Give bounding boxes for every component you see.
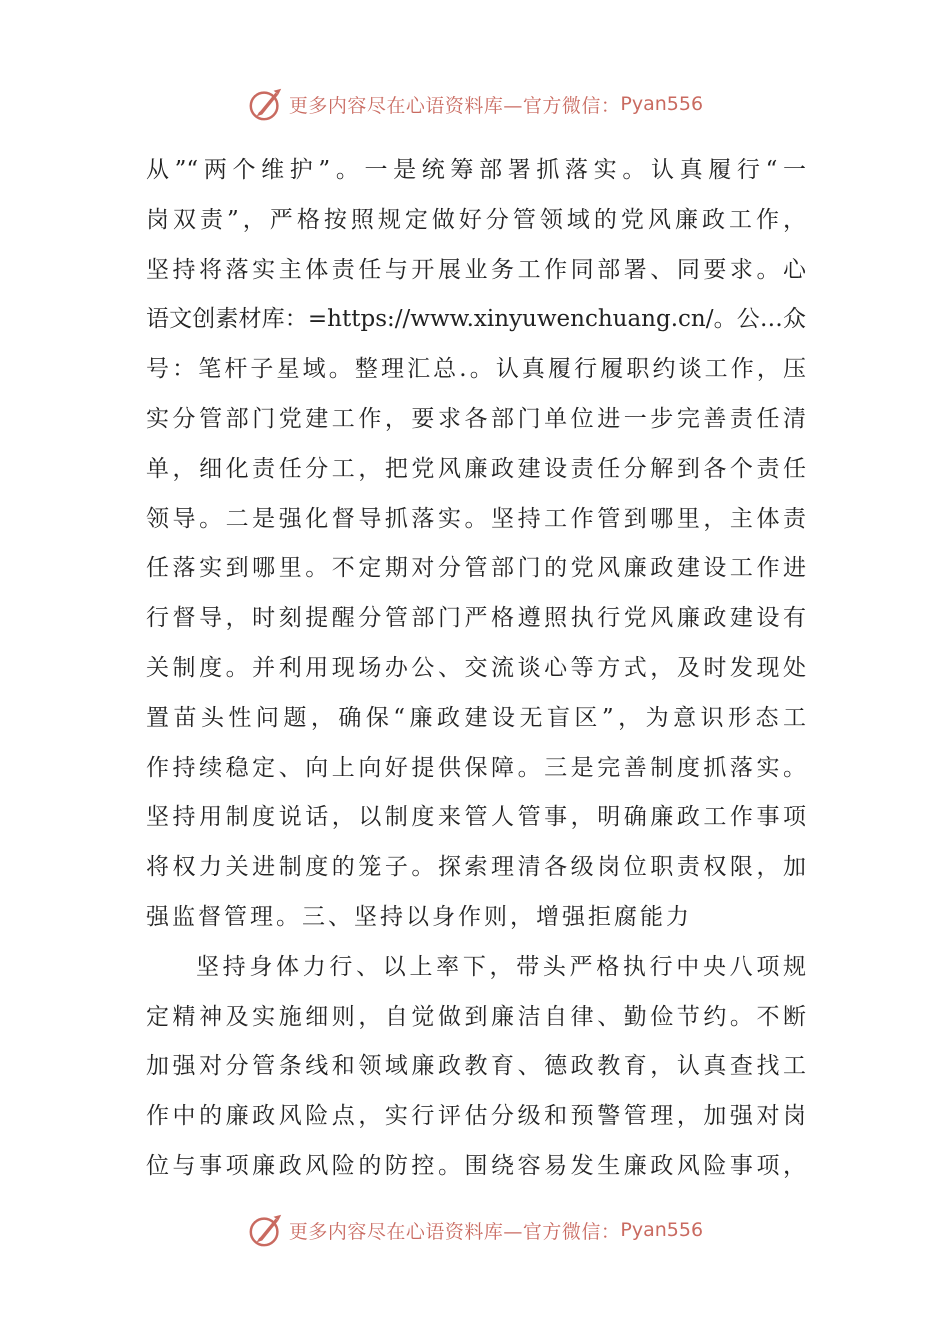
text-line: 坚持将落实主体责任与开展业务工作同部署、同要求。心	[146, 256, 806, 283]
text-line: 关制度。并利用现场办公、交流谈心等方式，及时发现处	[146, 654, 806, 681]
text-line: 岗双责”，严格按照规定做好分管领域的党风廉政工作，	[146, 206, 806, 233]
text-line: 将权力关进制度的笼子。探索理清各级岗位职责权限，加	[146, 854, 806, 881]
text-line: 语文创素材库：=https://www.xinyuwenchuang.cn/。公…众	[146, 306, 806, 333]
banner-wechat-id: Pyan556	[620, 1219, 704, 1241]
footer-banner	[0, 1208, 950, 1252]
text-line: 置苗头性问题，确保“廉政建设无盲区”，为意识形态工	[146, 704, 806, 731]
body-text	[146, 146, 806, 1192]
banner-text: 更多内容尽在心语资料库—官方微信：	[288, 94, 621, 117]
text-line-section-heading: 强监督管理。三、坚持以身作则，增强拒腐能力	[146, 903, 692, 930]
text-line: 单，细化责任分工，把党风廉政建设责任分解到各个责任	[146, 455, 806, 482]
text-line: 定精神及实施细则，自觉做到廉洁自律、勤俭节约。不断	[146, 1003, 806, 1030]
banner-text: 更多内容尽在心语资料库—官方微信：	[288, 1220, 621, 1243]
text-line: 任落实到哪里。不定期对分管部门的党风廉政建设工作进	[146, 555, 806, 582]
banner-wechat-id: Pyan556	[620, 93, 704, 115]
quill-pen-logo-icon	[247, 1211, 285, 1249]
header-banner	[0, 82, 950, 126]
text-line: 加强对分管条线和领域廉政教育、德政教育，认真查找工	[146, 1053, 806, 1080]
text-line: 实分管部门党建工作，要求各部门单位进一步完善责任清	[146, 405, 806, 432]
text-line: 从”“两个维护”。一是统筹部署抓落实。认真履行“一	[146, 157, 806, 183]
text-line: 坚持用制度说话，以制度来管人管事，明确廉政工作事项	[146, 804, 806, 831]
text-line: 位与事项廉政风险的防控。围绕容易发生廉政风险事项，	[146, 1152, 806, 1179]
text-line: 作持续稳定、向上向好提供保障。三是完善制度抓落实。	[146, 754, 806, 781]
quill-pen-logo-icon	[247, 85, 285, 123]
text-line: 号：笔杆子星域。整理汇总.。认真履行履职约谈工作，压	[146, 356, 806, 383]
text-line: 领导。二是强化督导抓落实。坚持工作管到哪里，主体责	[146, 505, 806, 532]
text-line-paragraph-start: 坚持身体力行、以上率下，带头严格执行中央八项规	[196, 953, 806, 980]
text-line: 作中的廉政风险点，实行评估分级和预警管理，加强对岗	[146, 1103, 806, 1130]
text-line: 行督导，时刻提醒分管部门严格遵照执行党风廉政建设有	[146, 605, 806, 632]
